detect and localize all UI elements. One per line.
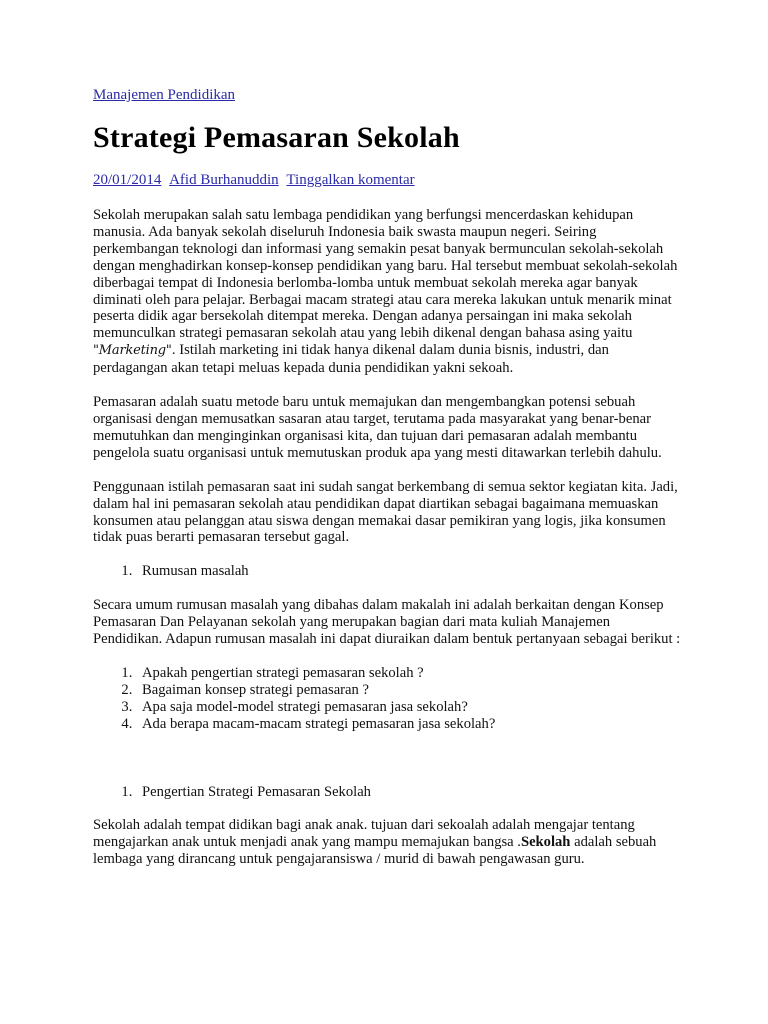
emphasis-marketing: "Marketing". [93,343,176,359]
paragraph-intro [93,207,683,377]
question-item: 2. Bagaiman konsep strategi pemasaran ? [136,682,683,699]
section-list-pengertian [93,784,683,801]
bold-sekolah: Sekolah [520,834,571,851]
question-item: 3. Apa saja model-model strategi pemasaran jasa sekolah? [136,699,683,716]
author-link[interactable]: Afid Burhanuddin [169,172,279,188]
section-heading-rumusan: 1. Rumusan masalah [136,563,683,580]
category-link[interactable]: Manajemen Pendidikan [93,87,236,103]
paragraph-text: Sekolah merupakan salah satu lembaga pendidikan yang berfungsi mencerdaskan kehidupan manusia. Ada banyak sekolah diseluruh Indonesia baik swasta maupun negeri. Seiring perkembangan teknologi dan informasi yang semakin pesat banyak bermunculan sekolah-sekolah dengan menghadirkan konsep-konsep pendidikan yang baru. Hal tersebut membuat sekolah-sekolah diberbagai tempat di Indonesia berlomba-lomba untuk membuat sekolah mereka agar banyak diminati oleh para pelajar. Berbagai macam strategi atau cara mereka lakukan untuk menarik minat peserta didik agar bersekolah ditempat mereka. Dengan adanya persaingan ini maka sekolah memunculkan strategi pemasaran sekolah atau yang lebih dikenal dengan bahasa asing yaitu [93,207,678,342]
article-body [93,207,683,885]
section-heading-pengertian: 1. Pengertian Strategi Pemasaran Sekolah [136,784,683,801]
paragraph-usage: Penggunaan istilah pemasaran saat ini sudah sangat berkembang di semua sektor kegiatan kita. Jadi, dalam hal ini pemasaran sekolah atau pendidikan dapat diartikan sebagai bagaimana memuaskan konsumen atau pelanggan atau siswa dengan memakai dasar pemikiran yang logis, jika konsumen tidak puas berarti pemasaran tersebut gagal. [93,478,678,546]
paragraph-text: adalah sebuah lembaga yang dirancang untuk pengajaransiswa / murid di bawah pengawasan guru. [93,834,657,868]
question-item: 1. Apakah pengertian strategi pemasaran sekolah ? [136,665,683,682]
question-item: 4. Ada berapa macam-macam strategi pemasaran jasa sekolah? [136,716,683,733]
article-title: Strategi Pemasaran Sekolah [93,121,460,154]
blank-spacer [93,750,683,784]
paragraph-text: Sekolah adalah tempat didikan bagi anak anak. tujuan dari sekoalah adalah mengajar tentang mengajarkan anak untuk menjadi anak yang mampu memajukan bangsa . [93,817,635,851]
date-link[interactable]: 20/01/2014 [93,172,162,188]
article-meta [93,171,415,189]
leave-comment-link[interactable]: Tinggalkan komentar [286,172,415,188]
paragraph-problem-statement: Secara umum rumusan masalah yang dibahas dalam makalah ini adalah berkaitan dengan Konsep Pemasaran Dan Pelayanan sekolah yang merupakan bagian dari mata kuliah Manajemen Pendidikan. Adapun rumusan masalah ini dapat diuraikan dalam bentuk pertanyaan sebagai berikut : [93,597,681,648]
section-list-rumusan [93,563,683,580]
paragraph-definition: Pemasaran adalah suatu metode baru untuk memajukan dan mengembangkan potensi sebuah organisasi dengan memusatkan sasaran atau target, terutama pada masyarakat yang benar-benar memutuhkan dan menginginkan organisasi kita, dan tujuan dari pemasaran adalah membantu pengelola suatu organisasi untuk memutuskan produk apa yang mesti ditawarkan terlebih dahulu. [93,394,662,461]
paragraph-school-definition [93,817,683,868]
paragraph-text: Istilah marketing ini tidak hanya dikenal dalam dunia bisnis, industri, dan perdagangan akan tetapi meluas kepada dunia pendidikan yakni sekoah. [93,342,609,377]
question-list [93,665,683,733]
